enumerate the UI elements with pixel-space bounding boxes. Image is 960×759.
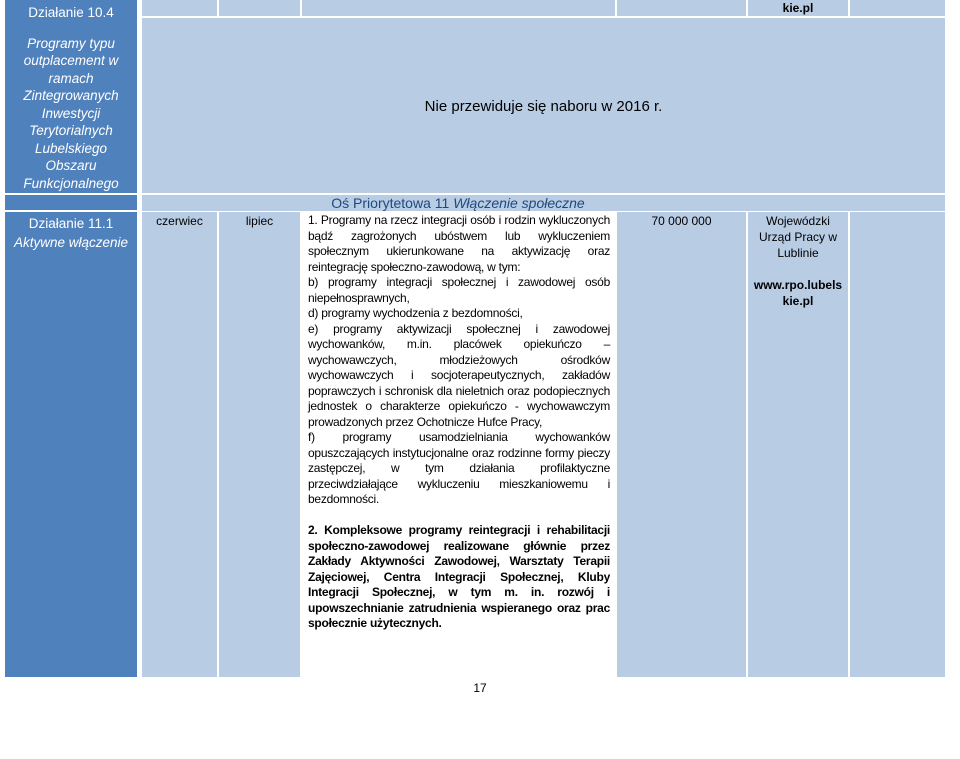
scope-item-1-point-b: b) programy integracji społecznej i zawodowej osób niepełnosprawnych, (308, 275, 610, 305)
amount-cell (617, 212, 746, 677)
institution-name: Wojewódzki Urząd Pracy w Lublinie (758, 214, 838, 260)
top-row-amount-cell (617, 0, 746, 16)
institution-url-line-1: www.rpo.lubels (753, 278, 843, 292)
no-recruitment-note: Nie przewiduje się naboru w 2016 r. (424, 98, 663, 115)
scope-item-1-intro: 1. Programy na rzecz integracji osób i rodzin wykluczonych bądź zagrożonych ubóstwem lub wykluczeniem społecznym ukierunkowane na aktywizację oraz reintegrację społeczno-zawodową, w tym: (308, 213, 610, 274)
top-row-institution-cell (748, 0, 848, 16)
scope-item-1-point-d: d) programy wychodzenia z bezdomności, (308, 306, 523, 320)
page-number: 17 (473, 681, 487, 695)
action-10-4-name: Programy typu outplacement w ramach Zintegrowanych Inwestycji Terytorialnych Lubelskiego Obszaru Funkcjonalnego (23, 35, 119, 191)
allocation-amount: 70 000 000 (651, 214, 712, 228)
top-row-last-cell (850, 0, 945, 16)
action-11-1-name: Aktywne włączenie (13, 234, 129, 250)
top-row-end-month-cell (219, 0, 300, 16)
end-month: lipiec (245, 214, 274, 228)
start-month-cell (142, 212, 217, 677)
top-row-scope-cell (302, 0, 615, 16)
last-column-cell (850, 212, 945, 677)
institution-url-line-2: kie.pl (782, 294, 814, 308)
priority-axis-label: Oś Priorytetowa 11 (331, 195, 450, 211)
end-month-cell (219, 212, 300, 677)
priority-axis-heading (299, 195, 617, 211)
top-row-start-month-cell (142, 0, 217, 16)
start-month: czerwiec (156, 214, 203, 228)
scope-cell (302, 212, 615, 677)
institution-cell (748, 212, 848, 677)
blank-line (751, 261, 845, 277)
action-10-4-title: Działanie 10.4 (28, 5, 114, 20)
institution-url-tail: kie.pl (782, 1, 814, 15)
action-10-4-note-cell (142, 18, 945, 193)
action-11-1-cell (5, 212, 137, 677)
scope-item-1-point-f: f) programy usamodzielniania wychowanków opuszczających instytucjonalne oraz rodzinne formy pieczy zastępczej, w tym działania profilaktyczne przeciwdziałające wykluczeniu mieszkaniowemu i bezdomności. (308, 430, 610, 506)
scope-item-1-point-e: e) programy aktywizacji społecznej i zawodowej wychowanków, m.in. placówek opiekuńczo – wychowawczych, młodzieżowych ośrodków wychowawczych i socjoterapeutycznych, zakładów poprawczych i schronisk dla nieletnich oraz podopiecznych jednostek o charakterze opiekuńczo - wychowawczym prowadzonych przez Ochotnicze Hufce Pracy, (308, 321, 610, 429)
priority-axis-left-cell (5, 195, 137, 210)
priority-axis-row (142, 195, 945, 211)
action-10-4-cell (5, 0, 137, 193)
action-11-1-title: Działanie 11.1 (28, 216, 114, 231)
scope-item-2: 2. Kompleksowe programy reintegracji i rehabilitacji społeczno-zawodowej realizowane głównie przez Zakłady Aktywności Zawodowej, Warsztaty Terapii Zajęciowej, Centra Integracji Społecznej, Kluby Integracji Społecznej, w tym m. in. rozwój i upowszechnianie zatrudnienia wspieranego oraz prac społecznie użytecznych. (308, 523, 610, 630)
priority-axis-name: Włączenie społeczne (453, 195, 585, 211)
